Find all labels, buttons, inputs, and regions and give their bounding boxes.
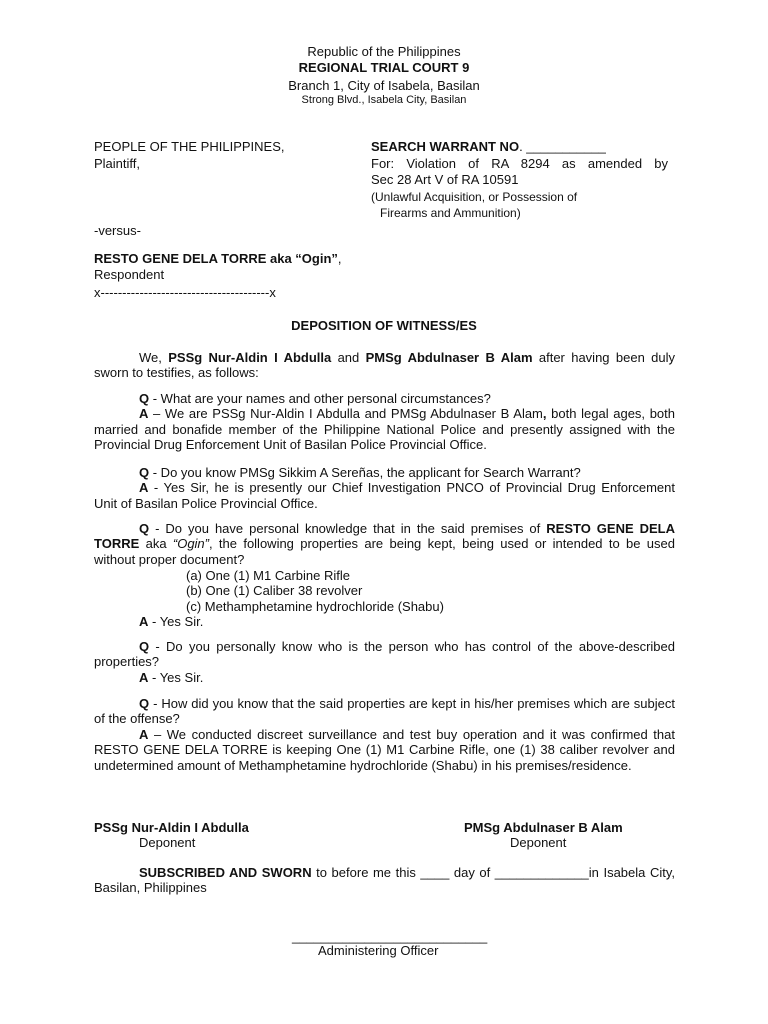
qa-block-5 [94,696,675,773]
respondent-comma: , [337,251,342,266]
deponent-2-label: Deponent [510,835,567,850]
qa-block-2 [94,465,675,511]
qa-block-4 [94,639,675,685]
a-comma: , [542,406,547,422]
plaintiff-role: Plaintiff, [94,156,141,171]
violation-line-2: Sec 28 Art V of RA 10591 [371,172,519,187]
a-label: A [139,669,149,685]
officer-label: Administering Officer [318,943,439,958]
document-title: DEPOSITION OF WITNESS/ES [291,318,477,333]
question-4 [94,639,675,670]
a-text: – We are PSSg Nur-Aldin I Abdulla and PMSg Abdulnaser B Alam [148,406,543,422]
q-alias: “Ogin” [172,536,209,552]
answer-1 [94,406,675,452]
intro-we: We, [139,350,169,365]
q-label: Q [139,639,150,654]
a-text: - Yes Sir. [148,669,204,685]
respondent-name-line [94,251,342,266]
warrant-number [371,139,606,154]
court-address: Strong Blvd., Isabela City, Basilan [301,94,467,106]
respondent-role: Respondent [94,267,165,282]
violation-line-1: For: Violation of RA 8294 as amended by [371,156,668,171]
plaintiff-name: PEOPLE OF THE PHILIPPINES, [94,139,285,154]
jurat-paragraph [94,865,675,896]
offense-line-1: (Unlawful Acquisition, or Possession of [371,190,578,204]
question-1 [94,391,675,406]
branch-line: Branch 1, City of Isabela, Basilan [288,78,480,93]
court-name: REGIONAL TRIAL COURT 9 [298,60,470,75]
q-text: - What are your names and other personal circumstances? [149,391,491,406]
intro-name-2: PMSg Abdulnaser B Alam [365,350,533,365]
q-text: - How did you know that the said properties are kept in his/her premises which are subject of the offense? [94,696,675,727]
question-2 [94,465,675,480]
answer-3 [94,614,675,629]
a-text: - Yes Sir. [148,614,204,629]
republic-line: Republic of the Philippines [307,44,461,59]
deponent-1-name: PSSg Nur-Aldin I Abdulla [94,820,249,835]
question-5 [94,696,675,727]
a-text: - Yes Sir, he is presently our Chief Investigation PNCO of Provincial Drug Enforcement Unit of Basilan Police Provincial Office. [94,480,675,511]
q-label: Q [139,391,150,406]
answer-5 [94,727,675,773]
q-label: Q [139,465,150,480]
qa-block-3 [94,521,675,567]
warrant-blank: . ___________ [519,139,606,154]
a-label: A [139,406,149,422]
property-list [186,568,444,614]
q-text: - Do you personally know who is the person who has control of the above-described properties? [94,639,675,670]
answer-4 [94,670,675,685]
officer-signature-line: ___________________________ [292,929,488,944]
intro-name-1: PSSg Nur-Aldin I Abdulla [168,350,332,365]
intro-and: and [331,350,366,365]
warrant-label: SEARCH WARRANT NO [371,139,520,154]
a-text: – We conducted discreet surveillance and test buy operation and it was confirmed that RESTO GENE DELA TORRE is keeping One (1) M1 Carbine Rifle, one (1) 38 caliber revolver and undetermined amount of Methamphetamine hydrochloride (Shabu) in his premises/residence. [94,726,675,773]
list-item: (c) Methamphetamine hydrochloride (Shabu) [186,598,444,614]
intro-rest: after having been duly sworn to testifies, as follows: [94,350,675,381]
q-text-cont: , the following properties are being kept, being used or intended to be used without proper document? [94,536,675,567]
deponent-2-name: PMSg Abdulnaser B Alam [464,820,623,835]
q-label: Q [139,521,150,536]
qa-block-1 [94,391,675,453]
offense-line-2: Firearms and Ammunition) [380,206,521,220]
caption-separator: x---------------------------------------x [94,285,276,300]
answer-2 [94,480,675,511]
a-text-cont: both legal ages, both married and bonafide member of the Philippine National Police and presently assigned with the Provincial Drug Enforcement Unit of Basilan Police Provincial Office. [94,406,675,453]
q-text: - Do you have personal knowledge that in the said premises of [149,521,547,536]
versus-label: -versus- [94,223,141,238]
deponent-1-label: Deponent [139,835,196,850]
q-text: - Do you know PMSg Sikkim A Sereñas, the applicant for Search Warrant? [149,465,581,480]
question-3 [94,521,675,567]
respondent-name: RESTO GENE DELA TORRE aka “Ogin” [94,251,338,266]
jurat-text: to before me this ____ day of _____________in Isabela City, Basilan, Philippines [94,865,675,896]
q-label: Q [139,696,150,711]
a-label: A [139,614,149,629]
list-item: (a) One (1) M1 Carbine Rifle [186,568,350,583]
q-name: RESTO GENE DELA TORRE [94,521,675,552]
a-label: A [139,480,149,496]
intro-paragraph [94,350,675,381]
jurat-bold: SUBSCRIBED AND SWORN [139,865,312,880]
q-aka: aka [139,536,173,552]
a-label: A [139,726,149,742]
list-item: (b) One (1) Caliber 38 revolver [186,583,363,599]
